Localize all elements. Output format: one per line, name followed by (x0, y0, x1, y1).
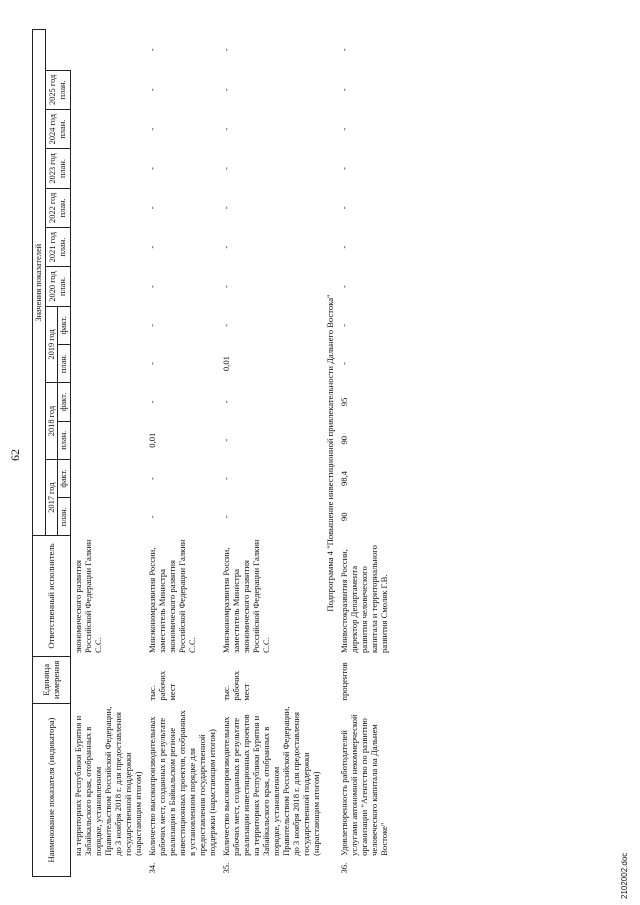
value-cell (70, 188, 145, 227)
value-cell: 90 (338, 435, 349, 445)
table-body-subprogram (337, 30, 391, 877)
value-cell: 95 (338, 397, 349, 407)
indicator-name: Количество высокопроизводительных рабочих мест, созданных в результате реализации в Байкальском регионе инвестиционных проектов, отобранных в установленном порядке для предоставления государственной поддержки (нарастающим итогом) (146, 710, 217, 856)
value-cell: - (338, 88, 349, 92)
indicators-table (32, 29, 391, 877)
subprogram-title: Подпрограмма 4 "Повышение инвестиционной привлекательности Дальнего Востока" (324, 294, 335, 612)
header-values: Значения показателей (33, 30, 46, 536)
footer-filename: 2102002.doc (620, 852, 629, 899)
value-cell: - (220, 438, 231, 442)
responsible-executor: экономического развития Российской Федерации Галкин С.С. (72, 539, 103, 654)
value-cell: - (146, 515, 157, 519)
value-cell: - (338, 285, 349, 288)
value-cell (70, 70, 145, 109)
header-fact: факт. (58, 306, 71, 344)
row-number: 36. (338, 862, 349, 874)
header-fact: факт. (58, 383, 71, 421)
table-row (337, 30, 391, 877)
table-row (219, 30, 323, 877)
header-year-2025: 2025 год план. (45, 70, 70, 109)
value-cell: - (146, 323, 157, 327)
subprogram-section (323, 30, 337, 877)
value-cell: - (220, 477, 231, 480)
value-cell (70, 306, 145, 344)
value-cell (70, 421, 145, 459)
unit-of-measure: тыс. рабочих мест (146, 670, 177, 701)
table-row (145, 30, 219, 877)
value-cell: - (220, 48, 231, 52)
value-cell: - (338, 323, 349, 327)
page-number: 62 (8, 449, 22, 461)
value-cell: - (338, 362, 349, 366)
value-cell: - (220, 127, 231, 131)
value-cell: - (220, 515, 231, 519)
value-cell: - (220, 285, 231, 288)
value-cell: - (220, 400, 231, 404)
unit-of-measure: процентов (338, 662, 349, 701)
value-cell: - (338, 206, 349, 210)
value-cell: - (146, 362, 157, 366)
value-cell: - (146, 127, 157, 131)
value-cell: - (338, 167, 349, 170)
value-cell (70, 110, 145, 149)
row-number: 34. (146, 862, 157, 874)
responsible-executor: Минвостокразвития России, директор Департамента развития человеческого капитала и территориального развития Смоляк Г.В. (338, 545, 389, 654)
header-fact: факт. (58, 459, 71, 497)
table-row (70, 30, 145, 877)
value-cell: - (146, 400, 157, 404)
header-year-2021: 2021 год план. (45, 228, 70, 267)
header-year-2020: 2020 год план. (45, 267, 70, 306)
header-plan: план. (58, 344, 71, 382)
responsible-executor: Минэкономразвития России, заместитель Министра экономического развития Российской Федерации Галкин С.С. (146, 539, 197, 654)
value-cell (70, 30, 145, 71)
header-year-2022: 2022 год план. (45, 188, 70, 227)
row-number (70, 859, 145, 877)
value-cell: - (338, 48, 349, 52)
value-cell (70, 498, 145, 536)
table-header (33, 30, 71, 877)
header-responsible: Ответственный исполнитель (33, 536, 71, 656)
unit-of-measure (70, 656, 145, 704)
value-cell: - (146, 477, 157, 480)
value-cell: - (220, 88, 231, 92)
header-plan: план. (58, 498, 71, 536)
value-cell: - (146, 285, 157, 288)
value-cell: - (338, 245, 349, 249)
indicator-name: Количество высокопроизводительных рабочих мест, созданных в результате реализации инвестиционных проектов на территориях Республики Бурятия и Забайкальского края, отобранных в порядке, установленном Правительством Российской Федерации, до 3 ноября 2018 г. для предоставления государственной поддержки (нарастающим итогом) (220, 706, 321, 856)
value-cell: 98,4 (338, 470, 349, 487)
header-year-2019: 2019 год (45, 306, 58, 383)
header-year-2024: 2024 год план. (45, 110, 70, 149)
row-number: 35. (220, 862, 231, 874)
responsible-executor: Минэкономразвития России, заместитель Министра экономического развития Российской Федерации Галкин С.С. (220, 539, 271, 654)
header-year-2023: 2023 год план. (45, 149, 70, 188)
value-cell (70, 149, 145, 188)
value-cell: - (220, 167, 231, 170)
value-cell: - (220, 245, 231, 249)
value-cell: 0,01 (220, 356, 231, 372)
value-cell: - (146, 48, 157, 52)
value-cell: - (338, 127, 349, 131)
indicator-name: на территориях Республики Бурятия и Забайкальского края, отобранных в порядке, установленном Правительством Российской Федерации, до 3 ноября 2018 г. для предоставления государственной поддержки (нарастающим итогом) (72, 706, 143, 856)
value-cell: - (146, 88, 157, 92)
value-cell (70, 228, 145, 267)
header-year-2017: 2017 год (45, 459, 58, 536)
value-cell: - (220, 206, 231, 210)
value-cell: 90 (338, 512, 349, 522)
value-cell: - (146, 245, 157, 249)
indicator-name: Удовлетворенность работодателей услугами автономной некоммерческой организации "Агентство по развитию человеческого капитала на Дальнем Востоке" (338, 714, 389, 856)
unit-of-measure: тыс. рабочих мест (220, 670, 251, 701)
value-cell: 0,01 (146, 432, 157, 448)
header-plan: план. (58, 421, 71, 459)
header-unit: Единица измерения (33, 656, 71, 704)
header-name: Наименование показателя (индикатора) (33, 704, 71, 877)
value-cell (70, 267, 145, 306)
value-cell (70, 459, 145, 497)
value-cell (70, 344, 145, 382)
value-cell: - (146, 206, 157, 210)
value-cell: - (146, 167, 157, 170)
value-cell: - (220, 323, 231, 327)
table-body (70, 30, 323, 877)
header-year-2018: 2018 год (45, 383, 58, 460)
value-cell (70, 383, 145, 421)
